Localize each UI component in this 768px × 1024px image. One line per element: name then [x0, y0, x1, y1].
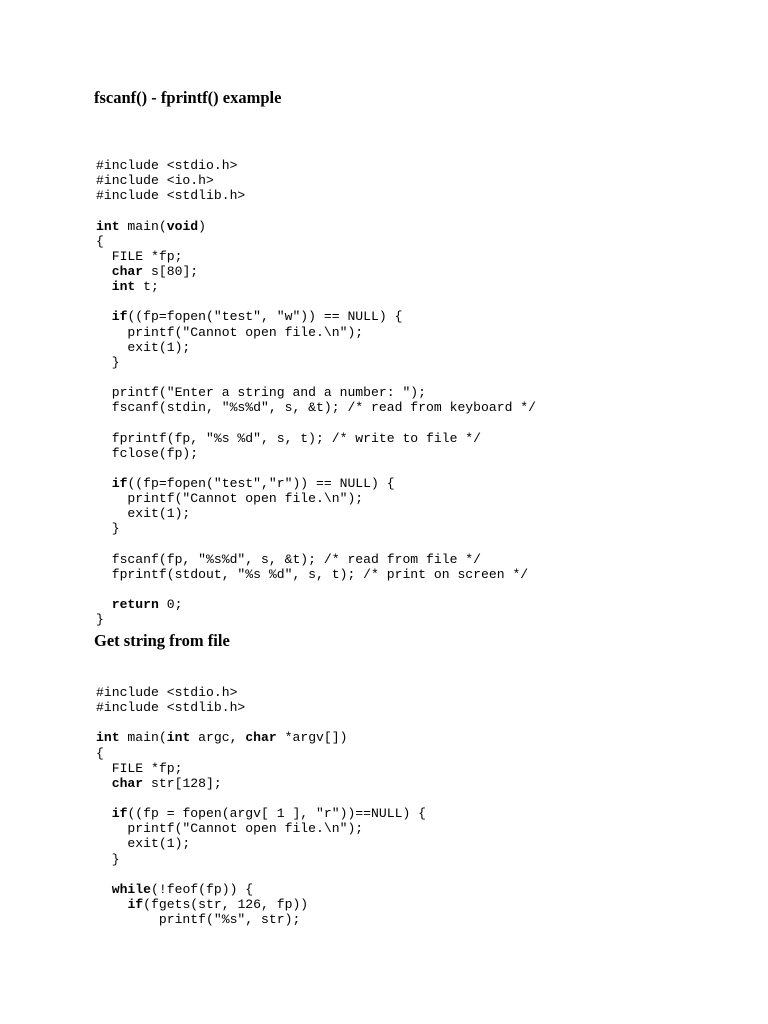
code-line: [96, 867, 426, 882]
code-line: #include <stdio.h>: [96, 158, 238, 173]
code-line: [96, 715, 426, 730]
code-line: exit(1);: [96, 836, 191, 852]
code-line: printf("Cannot open file.\n");: [96, 821, 364, 837]
code-line: #include <io.h>: [96, 173, 214, 189]
code-line: [96, 791, 426, 806]
code-line: exit(1);: [96, 506, 191, 522]
code-block-get-string: [96, 685, 426, 927]
code-line: return 0;: [111, 597, 183, 613]
code-line: }: [96, 521, 120, 537]
code-line: [96, 294, 536, 309]
code-line: exit(1);: [96, 339, 191, 355]
code-line: FILE *fp;: [96, 248, 183, 264]
code-line: int t;: [111, 279, 159, 295]
code-line: int main(void): [96, 218, 207, 234]
code-line: [96, 537, 536, 552]
code-line: if((fp=fopen("test","r")) == NULL) {: [111, 475, 395, 491]
code-line: char str[128];: [111, 775, 222, 791]
code-line: }: [96, 612, 104, 628]
code-line: int main(int argc, char *argv[]): [96, 730, 348, 746]
code-line: {: [96, 233, 104, 249]
code-line: FILE *fp;: [96, 760, 183, 776]
code-line: }: [96, 354, 120, 370]
code-line: while(!feof(fp)) {: [111, 881, 254, 897]
code-line: fscanf(stdin, "%s%d", s, &t); /* read from keyboard */: [96, 400, 537, 416]
code-line: fclose(fp);: [96, 445, 199, 461]
code-line: printf("Cannot open file.\n");: [96, 324, 364, 340]
code-line: #include <stdio.h>: [96, 685, 238, 700]
code-line: fprintf(fp, "%s %d", s, t); /* write to file */: [96, 430, 482, 446]
code-line: [96, 582, 536, 597]
code-line: #include <stdlib.h>: [96, 700, 246, 716]
code-line: printf("Cannot open file.\n");: [96, 491, 364, 507]
code-line: if((fp=fopen("test", "w")) == NULL) {: [111, 309, 403, 325]
code-line: [96, 370, 536, 385]
code-line: [96, 415, 536, 430]
section-title-get-string-from-file: Get string from file: [94, 631, 230, 650]
code-line: [96, 461, 536, 476]
code-line: if(fgets(str, 126, fp)): [127, 896, 309, 912]
code-line: fprintf(stdout, "%s %d", s, t); /* print on screen */: [96, 566, 529, 582]
code-line: char s[80];: [111, 263, 199, 279]
code-line: fscanf(fp, "%s%d", s, &t); /* read from file */: [96, 551, 482, 567]
code-line: }: [96, 851, 120, 867]
section-title-fscanf-fprintf-example: fscanf() - fprintf() example: [94, 88, 282, 107]
code-block-fscanf-fprintf: [96, 158, 536, 627]
code-line: printf("Enter a string and a number: ");: [96, 385, 427, 401]
code-line: #include <stdlib.h>: [96, 188, 246, 204]
code-line: printf("%s", str);: [96, 912, 301, 928]
code-line: if((fp = fopen(argv[ 1 ], "r"))==NULL) {: [111, 806, 427, 822]
code-line: {: [96, 745, 104, 761]
code-line: [96, 203, 536, 218]
